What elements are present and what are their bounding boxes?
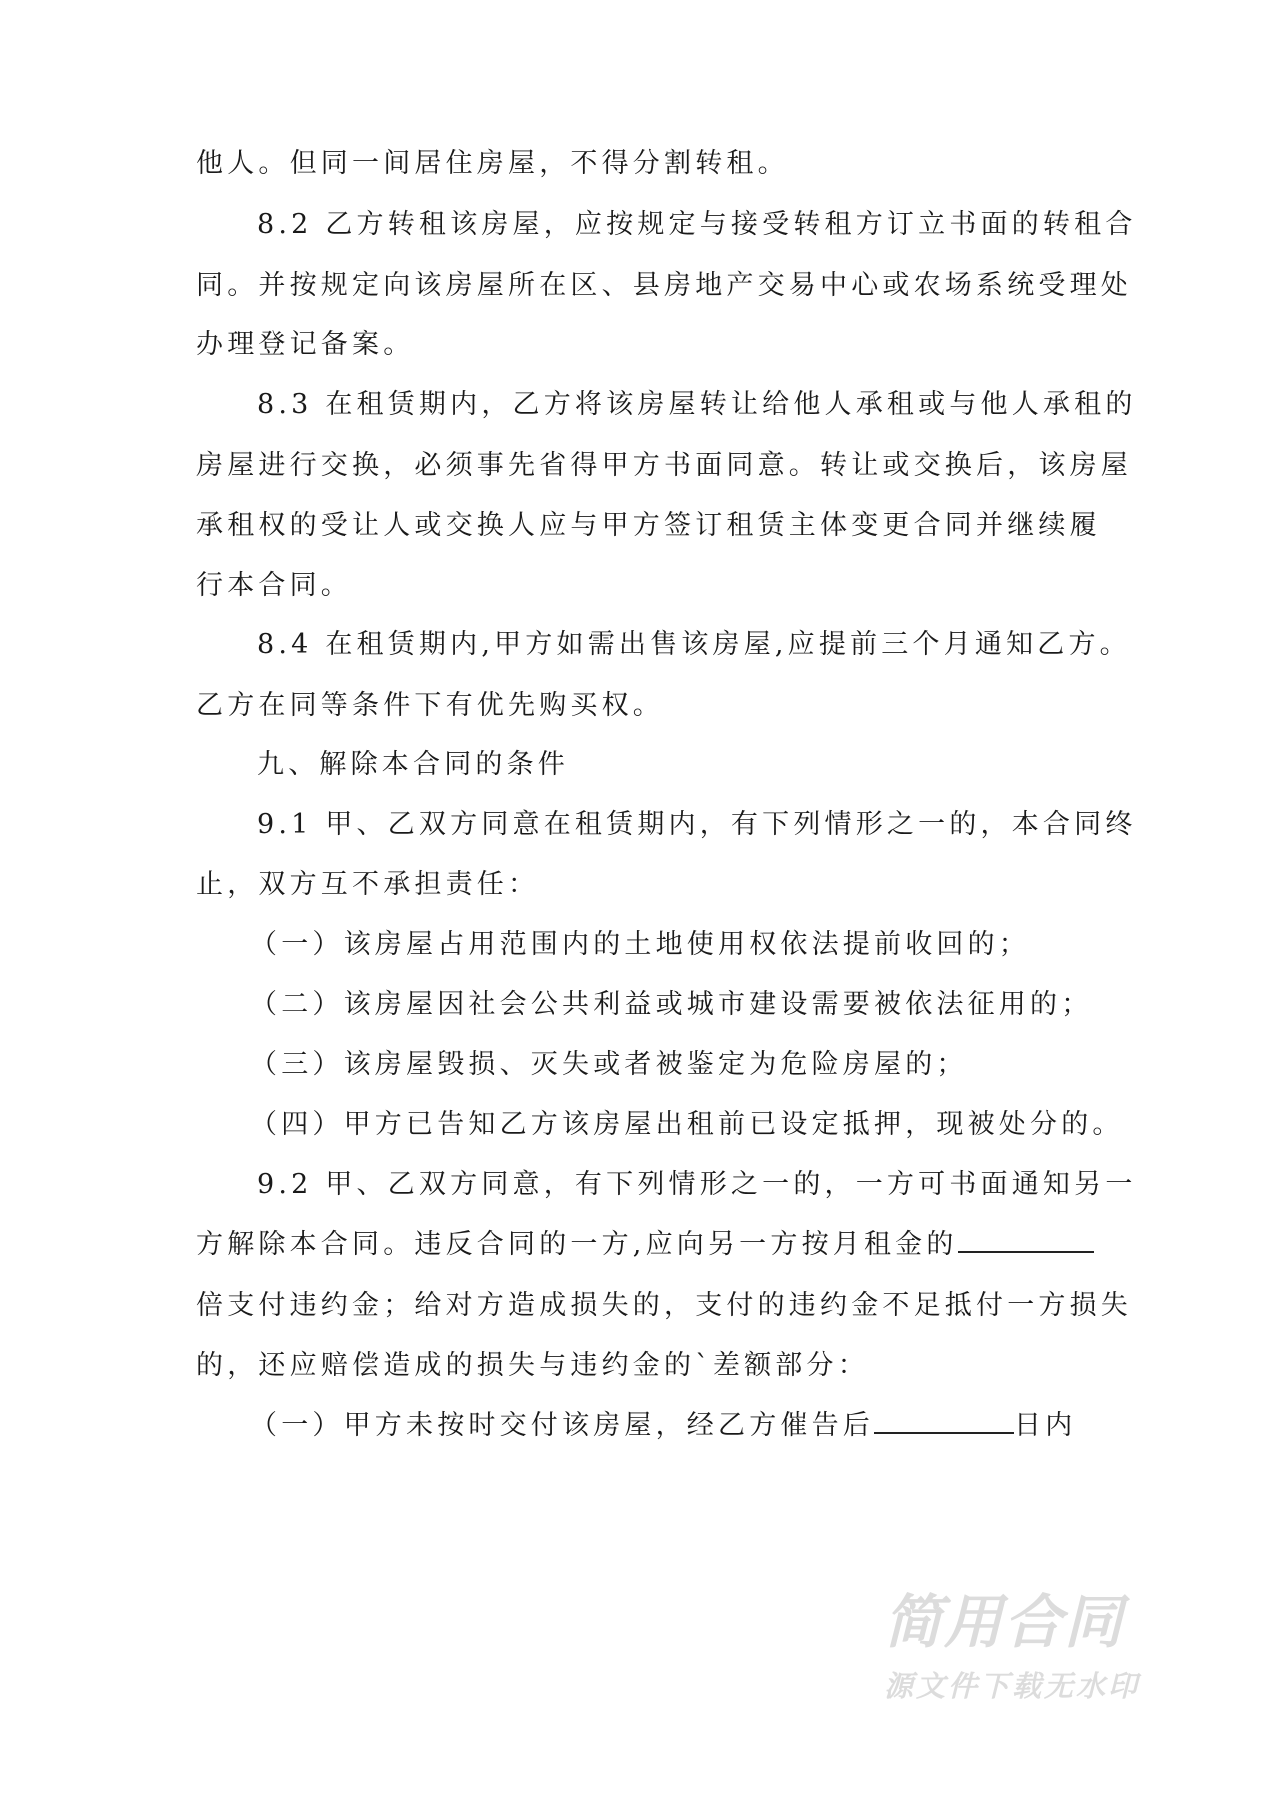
clause-8-4: 8.4 在租赁期内,甲方如需出售该房屋,应提前三个月通知乙方。 <box>257 629 1131 660</box>
list-item-4: （四）甲方已告知乙方该房屋出租前已设定抵押，现被处分的。 <box>250 1109 1124 1140</box>
paragraph-line: 同。并按规定向该房屋所在区、县房地产交易中心或农场系统受理处 <box>196 270 1132 301</box>
watermark-tagline: 源文件下载无水印 <box>884 1669 1141 1703</box>
paragraph-line: 办理登记备案。 <box>196 329 415 360</box>
watermark-brand: 简用合同 <box>884 1588 1125 1656</box>
paragraph-line: 承租权的受让人或交换人应与甲方签订租赁主体变更合同并继续履 <box>196 510 1101 541</box>
paragraph-line: 倍支付违约金；给对方造成损失的，支付的违约金不足抵付一方损失 <box>196 1290 1132 1321</box>
fill-in-blank-multiplier[interactable] <box>958 1229 1094 1253</box>
paragraph-text: 日内 <box>1014 1410 1077 1441</box>
paragraph-text: 方解除本合同。违反合同的一方,应向另一方按月租金的 <box>196 1229 958 1260</box>
clause-9-1: 9.1 甲、乙双方同意在租赁期内，有下列情形之一的，本合同终 <box>257 809 1137 840</box>
list-item-3: （三）该房屋毁损、灭失或者被鉴定为危险房屋的； <box>250 1049 968 1080</box>
paragraph-line: 房屋进行交换，必须事先省得甲方书面同意。转让或交换后，该房屋 <box>196 450 1132 481</box>
watermark <box>884 1590 1184 1706</box>
paragraph-line-with-blank <box>196 1225 1094 1265</box>
list-item-1: （一）该房屋占用范围内的土地使用权依法提前收回的； <box>250 929 1030 960</box>
list-item-2: （二）该房屋因社会公共利益或城市建设需要被依法征用的； <box>250 989 1093 1020</box>
paragraph-line: 他人。但同一间居住房屋，不得分割转租。 <box>196 148 789 179</box>
section-heading-9: 九、解除本合同的条件 <box>257 749 569 780</box>
paragraph-line: 乙方在同等条件下有优先购买权。 <box>196 690 664 721</box>
fill-in-blank-days[interactable] <box>874 1410 1014 1434</box>
clause-9-2: 9.2 甲、乙双方同意，有下列情形之一的，一方可书面通知另一 <box>257 1169 1137 1200</box>
paragraph-line: 行本合同。 <box>196 570 352 601</box>
list-item-with-blank <box>250 1406 1076 1446</box>
paragraph-line: 止，双方互不承担责任： <box>196 869 540 900</box>
paragraph-line: 的，还应赔偿造成的损失与违约金的`差额部分： <box>196 1350 869 1381</box>
paragraph-text: （一）甲方未按时交付该房屋，经乙方催告后 <box>250 1410 874 1441</box>
clause-8-3: 8.3 在租赁期内，乙方将该房屋转让给他人承租或与他人承租的 <box>257 389 1137 420</box>
clause-8-2: 8.2 乙方转租该房屋，应按规定与接受转租方订立书面的转租合 <box>257 209 1137 240</box>
